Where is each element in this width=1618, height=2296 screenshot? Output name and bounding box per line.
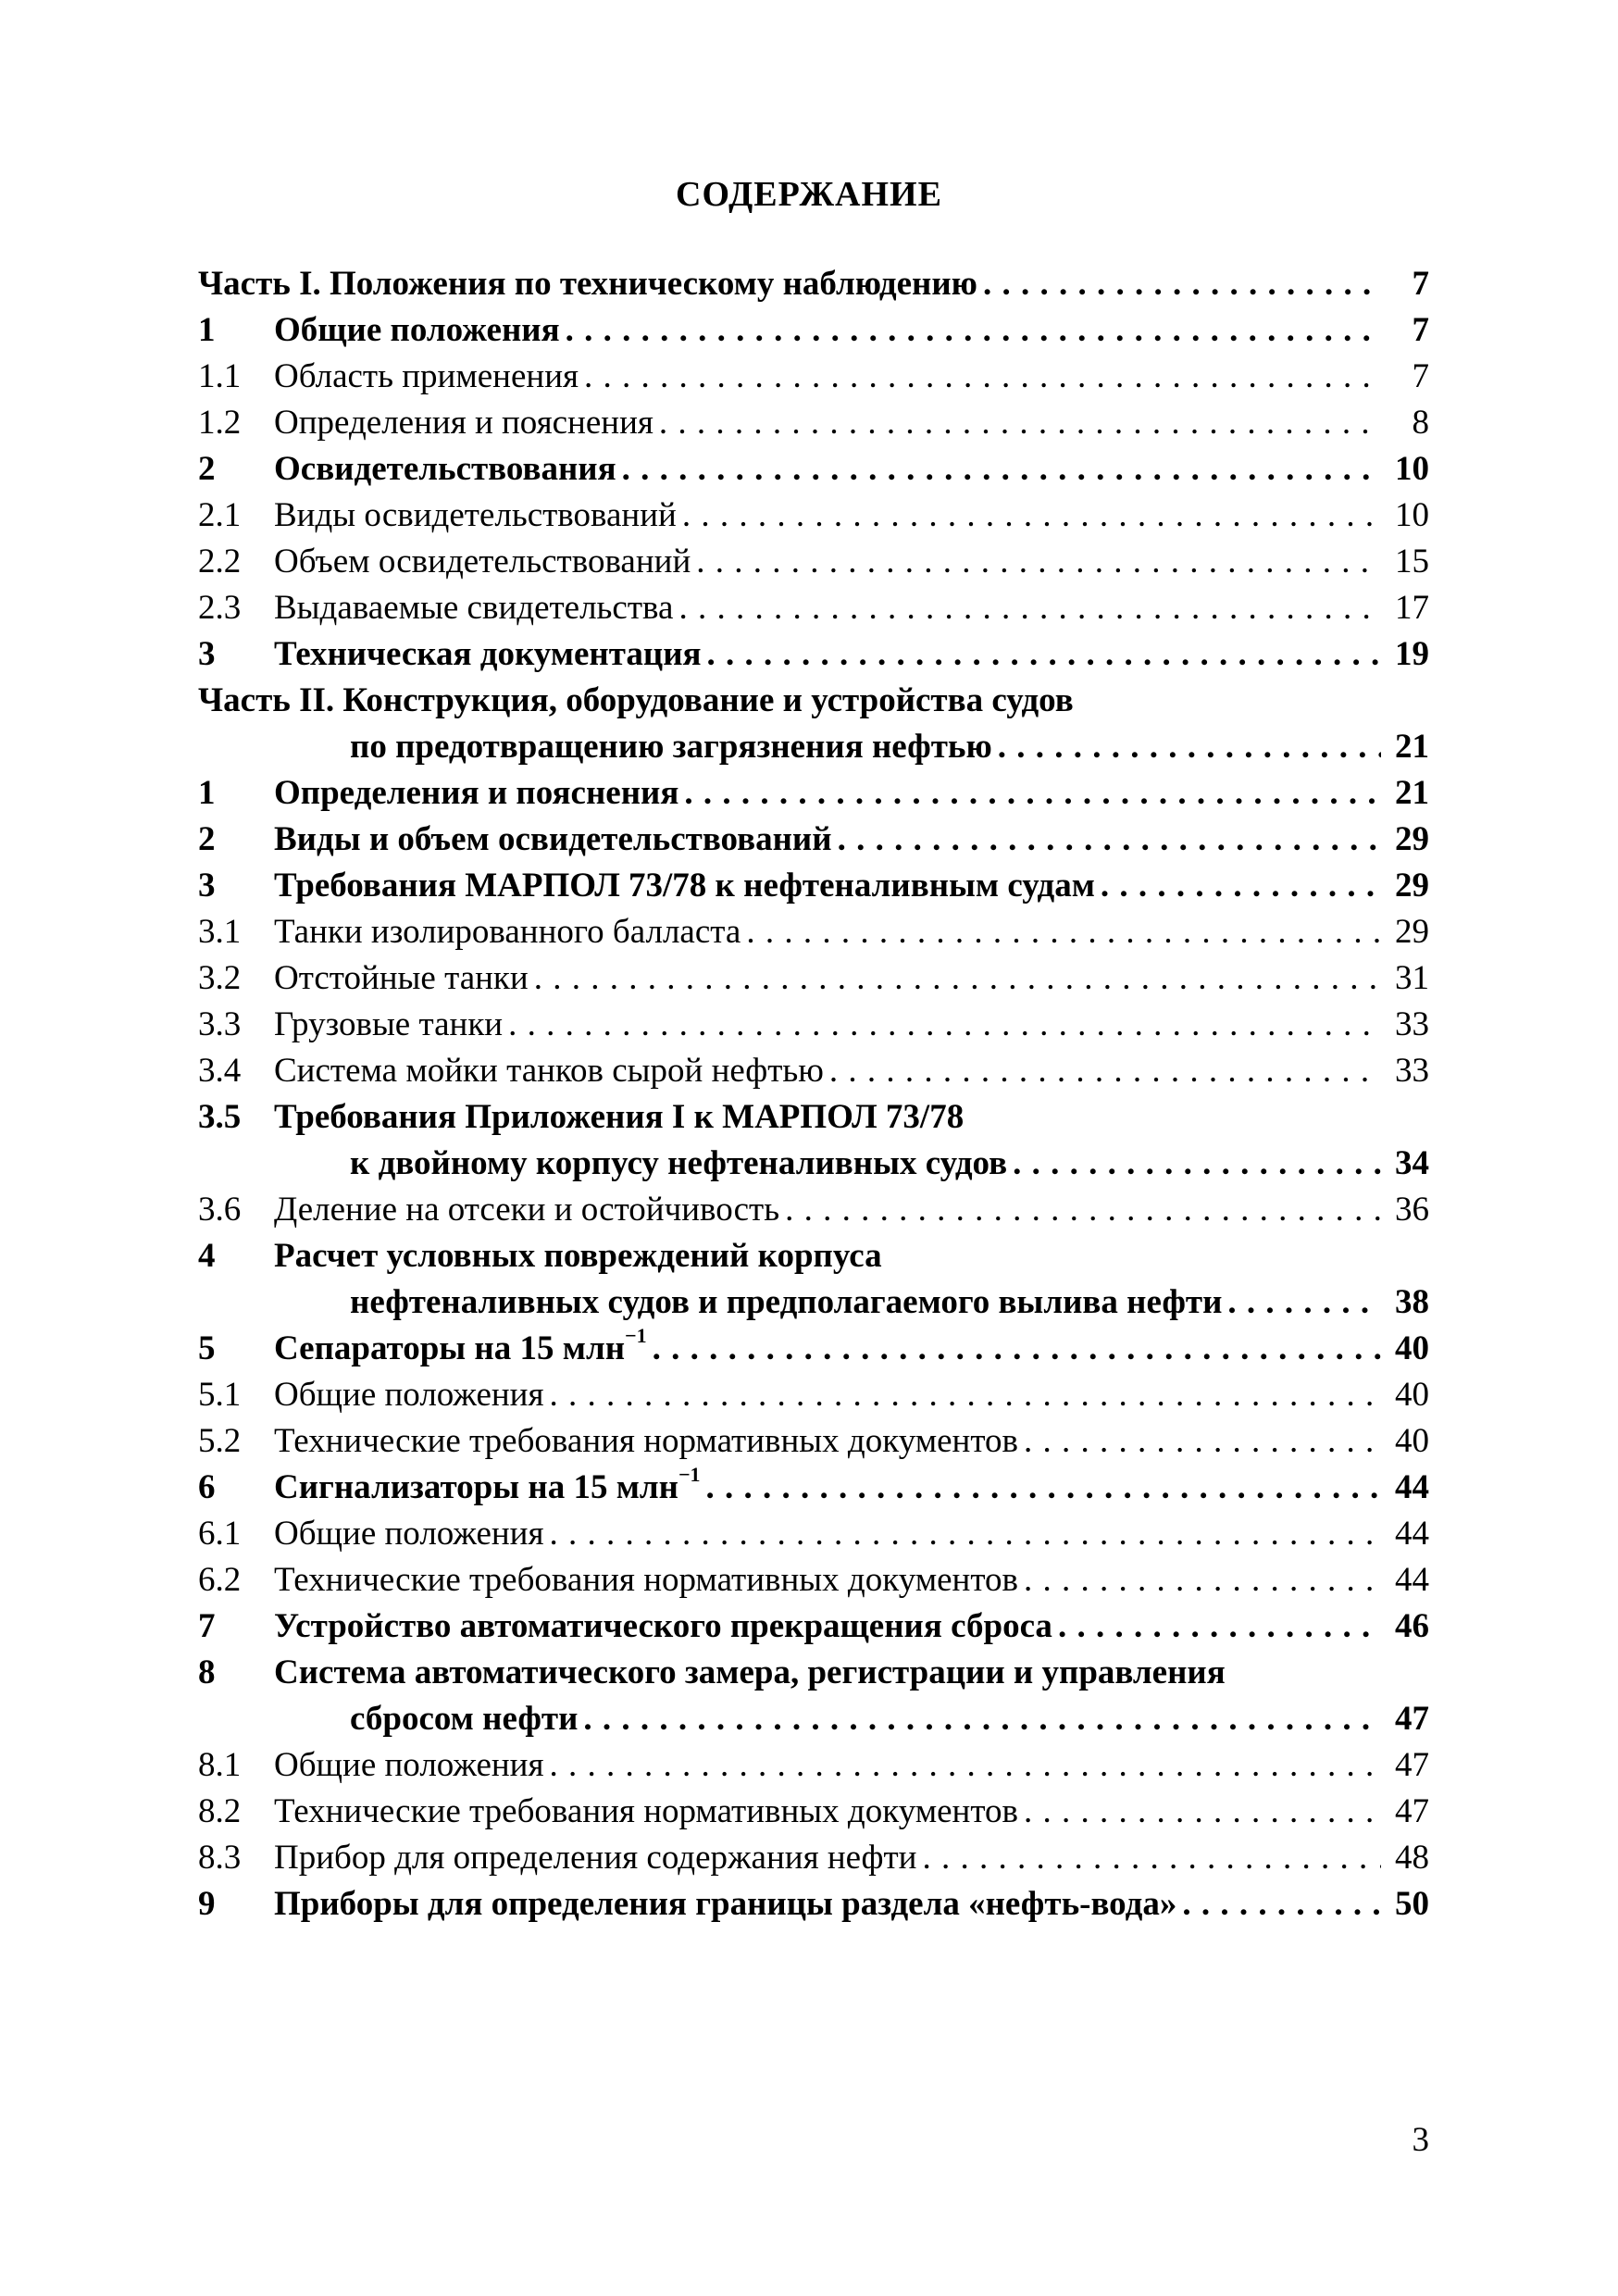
toc-entry-number: 2 [198, 450, 216, 488]
toc-entry-page: 33 [1395, 1052, 1429, 1090]
toc-entry-page: 29 [1395, 820, 1429, 858]
toc-entry [198, 1048, 1429, 1094]
toc-entry-title: Сепараторы на 15 млн$^{-1}$ [274, 1324, 647, 1367]
toc-entry [198, 1233, 1429, 1279]
toc-entry-page: 46 [1395, 1607, 1429, 1645]
toc-entry-title: Расчет условных повреждений корпуса [274, 1237, 882, 1275]
toc-entry-number: 5.2 [198, 1422, 242, 1460]
toc-entry [198, 1557, 1429, 1603]
toc-entry-page: 38 [1395, 1283, 1429, 1321]
dot-leader [922, 1835, 1381, 1881]
toc-entry-page: 34 [1395, 1144, 1429, 1182]
toc-entry-page: 19 [1395, 635, 1429, 673]
toc-entry-page: 44 [1395, 1561, 1429, 1599]
toc-entry [198, 1696, 1429, 1742]
toc-entry [198, 955, 1429, 1002]
dot-leader [678, 585, 1381, 631]
dot-leader [1101, 863, 1381, 909]
dot-leader [696, 539, 1381, 585]
toc-entry [198, 354, 1429, 400]
toc-entry-page: 40 [1395, 1329, 1429, 1367]
toc-entry [198, 724, 1429, 770]
toc-entry-page: 17 [1395, 589, 1429, 627]
toc-entry [198, 1881, 1429, 1928]
toc-entry-title: Определения и пояснения [274, 404, 653, 442]
toc-entry-page: 48 [1395, 1839, 1429, 1877]
toc-entry-number: 3.4 [198, 1052, 242, 1090]
toc-entry-page: 44 [1395, 1468, 1429, 1506]
toc-entry-page: 15 [1395, 543, 1429, 580]
toc-entry-title: Технические требования нормативных документов [274, 1561, 1018, 1599]
toc-entry-superscript: −1 [678, 1463, 701, 1486]
dot-leader [829, 1048, 1381, 1094]
toc-entry-page: 40 [1395, 1376, 1429, 1414]
dot-leader [746, 909, 1381, 955]
page-title: СОДЕРЖАНИЕ [676, 175, 942, 214]
toc-entry-number: 8 [198, 1653, 216, 1691]
toc-entry-page: 29 [1395, 867, 1429, 905]
toc-entry-number: 5 [198, 1329, 216, 1367]
toc-entry-title: Система мойки танков сырой нефтью [274, 1052, 824, 1090]
toc-entry-title: нефтеналивных судов и предполагаемого вылива нефти [350, 1283, 1223, 1321]
dot-leader [1024, 1418, 1381, 1465]
toc-entry [198, 863, 1429, 909]
toc-entry [198, 1603, 1429, 1650]
toc-entry-number: 4 [198, 1237, 216, 1275]
toc-entry-title: Общие положения [274, 1746, 544, 1784]
toc-entry-superscript: −1 [625, 1324, 647, 1347]
toc-entry-title: Выдаваемые свидетельства [274, 589, 674, 627]
toc-entry [198, 1094, 1429, 1141]
dot-leader [1182, 1881, 1381, 1928]
toc-entry-page: 29 [1395, 913, 1429, 951]
dot-leader [622, 446, 1381, 493]
toc-entry-number: 2.1 [198, 496, 242, 534]
dot-leader [1227, 1279, 1381, 1326]
toc-entry-page: 8 [1412, 404, 1429, 442]
toc-entry [198, 678, 1429, 724]
toc-entry-number: 8.1 [198, 1746, 242, 1784]
table-of-contents [198, 261, 1429, 1928]
toc-entry [198, 261, 1429, 307]
toc-entry-number: 8.2 [198, 1792, 242, 1830]
dot-leader [785, 1187, 1381, 1233]
toc-entry [198, 539, 1429, 585]
toc-entry [198, 400, 1429, 446]
toc-entry-page: 21 [1395, 728, 1429, 766]
toc-entry-number: 1.2 [198, 404, 242, 442]
toc-entry-number: 5.1 [198, 1376, 242, 1414]
dot-leader [706, 1465, 1381, 1511]
dot-leader [566, 307, 1381, 354]
toc-entry-number: 2 [198, 820, 216, 858]
toc-entry-title: Требования Приложения I к МАРПОЛ 73/78 [274, 1098, 965, 1136]
toc-entry-page: 10 [1395, 450, 1429, 488]
toc-entry-title: Общие положения [274, 1376, 544, 1414]
toc-entry-number: 3.1 [198, 913, 242, 951]
toc-entry [198, 1002, 1429, 1048]
toc-entry-page: 36 [1395, 1191, 1429, 1229]
toc-entry [198, 770, 1429, 817]
toc-entry [198, 493, 1429, 539]
toc-entry-number: 6 [198, 1468, 216, 1506]
toc-entry-page: 7 [1412, 357, 1429, 395]
toc-entry-title: Часть I. Положения по техническому наблюдению [198, 265, 977, 303]
toc-entry-title: Техническая документация [274, 635, 702, 673]
dot-leader [583, 1696, 1381, 1742]
dot-leader [1058, 1603, 1381, 1650]
toc-entry [198, 307, 1429, 354]
toc-entry [198, 1372, 1429, 1418]
toc-entry-title: Деление на отсеки и остойчивость [274, 1191, 780, 1229]
toc-entry [198, 817, 1429, 863]
toc-entry [198, 1465, 1429, 1511]
toc-entry-title: Освидетельствования [274, 450, 616, 488]
toc-entry [198, 446, 1429, 493]
toc-entry-title: Виды освидетельствований [274, 496, 677, 534]
toc-entry-title: Система автоматического замера, регистрации и управления [274, 1653, 1226, 1691]
toc-entry [198, 1835, 1429, 1881]
dot-leader [549, 1742, 1381, 1789]
dot-leader [659, 400, 1381, 446]
toc-entry-title: Устройство автоматического прекращения сброса [274, 1607, 1052, 1645]
page-number: 3 [1412, 2121, 1429, 2159]
toc-entry-number: 1 [198, 774, 216, 812]
dot-leader [1024, 1557, 1381, 1603]
toc-entry-title: по предотвращению загрязнения нефтью [350, 728, 992, 766]
dot-leader [508, 1002, 1381, 1048]
toc-entry-page: 10 [1395, 496, 1429, 534]
toc-entry [198, 1187, 1429, 1233]
toc-entry-title: Виды и объем освидетельствований [274, 820, 832, 858]
toc-entry-number: 9 [198, 1885, 216, 1923]
toc-entry-title: Общие положения [274, 1515, 544, 1553]
toc-entry-page: 44 [1395, 1515, 1429, 1553]
toc-entry [198, 1418, 1429, 1465]
toc-entry-title: сбросом нефти [350, 1700, 579, 1738]
toc-entry [198, 1279, 1429, 1326]
toc-entry-number: 1.1 [198, 357, 242, 395]
toc-entry-page: 33 [1395, 1005, 1429, 1043]
toc-entry-title: к двойному корпусу нефтеналивных судов [350, 1144, 1008, 1182]
toc-entry-number: 8.3 [198, 1839, 242, 1877]
toc-entry [198, 1511, 1429, 1557]
toc-entry-page: 7 [1412, 265, 1429, 303]
toc-entry-number: 1 [198, 311, 216, 349]
toc-entry [198, 1742, 1429, 1789]
dot-leader [684, 770, 1381, 817]
dot-leader [549, 1372, 1381, 1418]
dot-leader [998, 724, 1381, 770]
toc-entry-page: 50 [1395, 1885, 1429, 1923]
toc-entry-number: 2.2 [198, 543, 242, 580]
toc-entry-number: 3.2 [198, 959, 242, 997]
toc-entry-page: 21 [1395, 774, 1429, 812]
toc-entry-title: Общие положения [274, 311, 560, 349]
toc-entry-number: 3 [198, 635, 216, 673]
toc-entry-page: 47 [1395, 1700, 1429, 1738]
toc-entry-title: Объем освидетельствований [274, 543, 691, 580]
dot-leader [1024, 1789, 1381, 1835]
toc-entry [198, 585, 1429, 631]
dot-leader [653, 1326, 1381, 1372]
toc-entry-page: 7 [1412, 311, 1429, 349]
dot-leader [584, 354, 1381, 400]
toc-entry-title: Прибор для определения содержания нефти [274, 1839, 917, 1877]
toc-entry-title: Требования МАРПОЛ 73/78 к нефтеналивным судам [274, 867, 1095, 905]
toc-entry-title: Часть II. Конструкция, оборудование и устройства судов [198, 681, 1074, 719]
dot-leader [838, 817, 1381, 863]
dot-leader [1013, 1141, 1381, 1187]
toc-entry [198, 1326, 1429, 1372]
toc-entry [198, 1141, 1429, 1187]
toc-entry-number: 6.2 [198, 1561, 242, 1599]
toc-entry-title: Приборы для определения границы раздела «нефть-вода» [274, 1885, 1177, 1923]
toc-entry-title: Танки изолированного балласта [274, 913, 741, 951]
toc-entry [198, 1650, 1429, 1696]
toc-entry [198, 631, 1429, 678]
toc-entry-number: 2.3 [198, 589, 242, 627]
toc-entry-title: Технические требования нормативных документов [274, 1422, 1018, 1460]
dot-leader [549, 1511, 1381, 1557]
toc-entry-number: 3 [198, 867, 216, 905]
toc-entry-page: 31 [1395, 959, 1429, 997]
toc-entry-title: Определения и пояснения [274, 774, 679, 812]
toc-entry-page: 40 [1395, 1422, 1429, 1460]
toc-entry-number: 3.6 [198, 1191, 242, 1229]
toc-entry [198, 1789, 1429, 1835]
toc-entry-number: 3.3 [198, 1005, 242, 1043]
dot-leader [707, 631, 1381, 678]
toc-entry-title: Отстойные танки [274, 959, 529, 997]
toc-entry-number: 7 [198, 1607, 216, 1645]
dot-leader [534, 955, 1381, 1002]
toc-entry-page: 47 [1395, 1746, 1429, 1784]
dot-leader [682, 493, 1381, 539]
toc-entry-title: Грузовые танки [274, 1005, 504, 1043]
toc-entry-page: 47 [1395, 1792, 1429, 1830]
toc-entry-number: 3.5 [198, 1098, 242, 1136]
toc-entry [198, 909, 1429, 955]
toc-entry-title: Область применения [274, 357, 579, 395]
toc-entry-title: Технические требования нормативных документов [274, 1792, 1018, 1830]
toc-entry-title: Сигнализаторы на 15 млн$^{-1}$ [274, 1463, 701, 1506]
dot-leader [983, 261, 1381, 307]
toc-entry-number: 6.1 [198, 1515, 242, 1553]
